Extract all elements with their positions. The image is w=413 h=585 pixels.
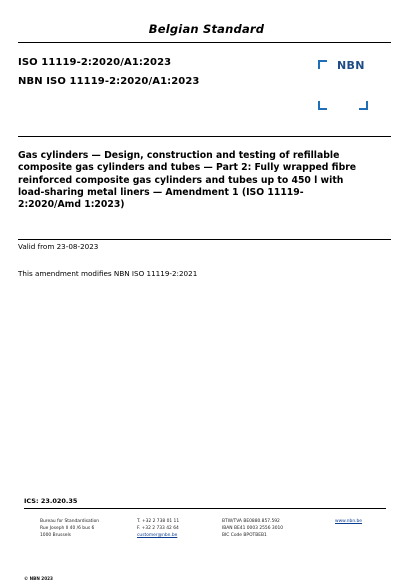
- top-divider: [18, 42, 391, 43]
- address-line: Bureau for Standardisation: [40, 519, 100, 524]
- valid-from: Valid from 23-08-2023: [18, 242, 99, 251]
- footer-contact: [137, 518, 179, 540]
- address-line: 1000 Brussels: [40, 533, 71, 539]
- email-link[interactable]: customer@nbn.be: [137, 533, 178, 539]
- modification-note: This amendment modifies NBN ISO 11119-2:2021: [18, 269, 198, 278]
- page-header-title: Belgian Standard: [148, 22, 265, 36]
- copyright: © NBN 2023: [24, 576, 53, 581]
- middle-divider: [18, 136, 391, 137]
- logo-corner-bottom-left: [318, 101, 327, 110]
- footer-divider: [24, 508, 386, 509]
- nbn-standard-number: NBN ISO 11119-2:2020/A1:2023: [18, 76, 200, 87]
- phone-line: T. +32 2 738 01 11: [137, 519, 180, 524]
- nbn-logo: [318, 60, 368, 110]
- logo-corner-top-left: [318, 60, 327, 69]
- iban-line: IBAN BE41 0003 2556 3010: [222, 526, 284, 532]
- lower-divider: [18, 239, 391, 240]
- fax-line: F. +32 2 733 42 64: [137, 526, 179, 532]
- bic-line: BIC Code BPOTBEB1: [222, 533, 267, 539]
- footer-website: [335, 518, 362, 525]
- footer-address: [40, 518, 99, 540]
- website-link[interactable]: www.nbn.be: [335, 519, 363, 524]
- document-title: Gas cylinders — Design, construction and testing of refillable composite gas cylinders and tubes — Part 2: Fully wrapped fibre reinforced composite gas cylinders and tubes up to 450 l with load-sharing metal liners — Amendment 1 (ISO 11119-2:2020/Amd 1:2023): [18, 150, 357, 211]
- ics-code: ICS: 23.020.35: [24, 497, 78, 505]
- address-line: Rue Joseph II 40 /6 bus 6: [40, 526, 95, 532]
- iso-standard-number: ISO 11119-2:2020/A1:2023: [18, 57, 172, 68]
- vat-line: BTW/TVA BE0880.857.592: [222, 519, 280, 524]
- logo-text: NBN: [337, 59, 365, 72]
- footer-bank: [222, 518, 283, 540]
- logo-corner-bottom-right: [359, 101, 368, 110]
